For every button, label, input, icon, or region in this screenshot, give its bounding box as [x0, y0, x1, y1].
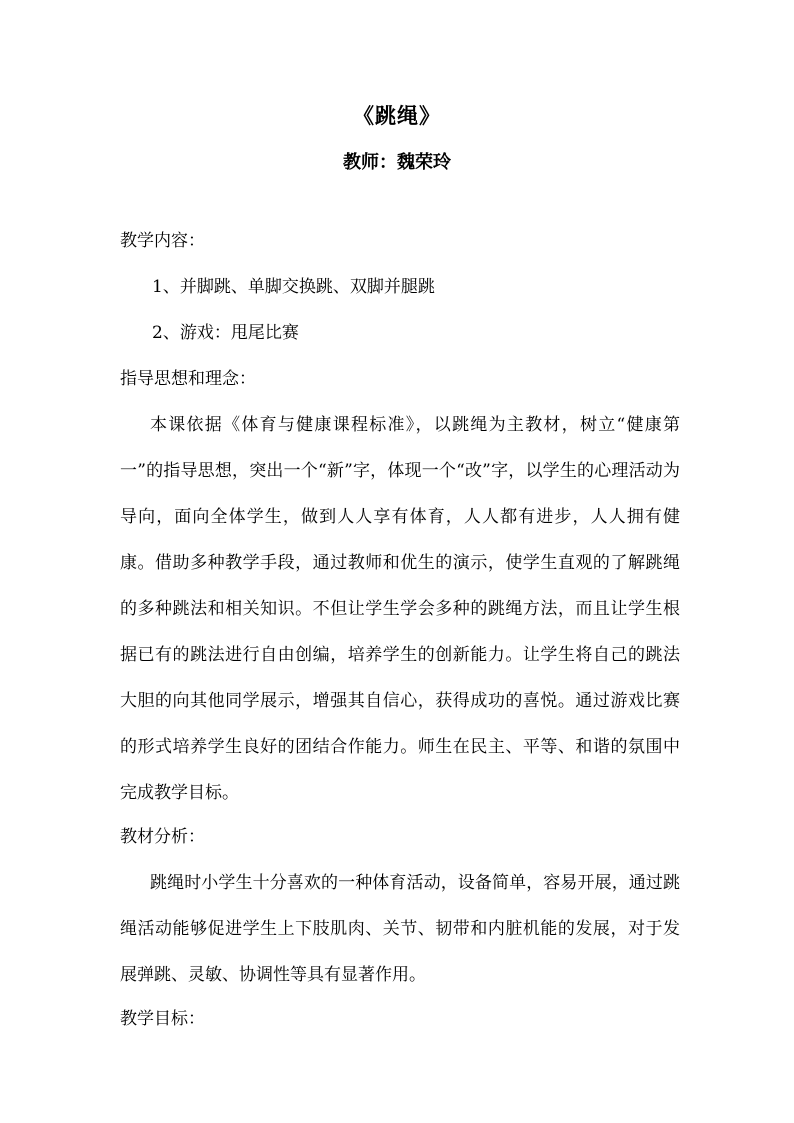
section-heading-analysis: 教材分析：: [120, 827, 205, 847]
analysis-paragraph: 跳绳时小学生十分喜欢的一种体育活动，设备简单，容易开展，通过跳绳活动能够促进学生上下肢肌肉、关节、韧带和内脏机能的发展，对于发展弹跳、灵敏、协调性等具有显著作用。: [120, 873, 680, 985]
document-body: [120, 226, 680, 1050]
content-item-1: 1、并脚跳、单脚交换跳、双脚并腿跳: [152, 277, 435, 297]
philosophy-paragraph: 本课依据《体育与健康课程标准》，以跳绳为主教材，树立“健康第一”的指导思想，突出一个“新”字，体现一个“改”字，以学生的心理活动为导向，面向全体学生，做到人人享有体育，人人都有进步，人人拥有健康。借助多种教学手段，通过教师和优生的演示，使学生直观的了解跳绳的多种跳法和相关知识。不但让学生学会多种的跳绳方法，而且让学生根据已有的跳法进行自由创编，培养学生的创新能力。让学生将自己的跳法大胆的向其他同学展示，增强其自信心，获得成功的喜悦。通过游戏比赛的形式培养学生良好的团结合作能力。师生在民主、平等、和谐的氛围中完成教学目标。: [120, 415, 680, 803]
content-item-2: 2、游戏：甩尾比赛: [152, 323, 299, 343]
section-heading-philosophy: 指导思想和理念：: [120, 369, 256, 389]
section-heading-goals: 教学目标：: [120, 1009, 205, 1029]
teacher-line: 教师：魏荣玲: [343, 152, 451, 173]
section-heading-content: 教学内容：: [120, 231, 205, 251]
document-title: 《跳绳》: [353, 103, 441, 128]
